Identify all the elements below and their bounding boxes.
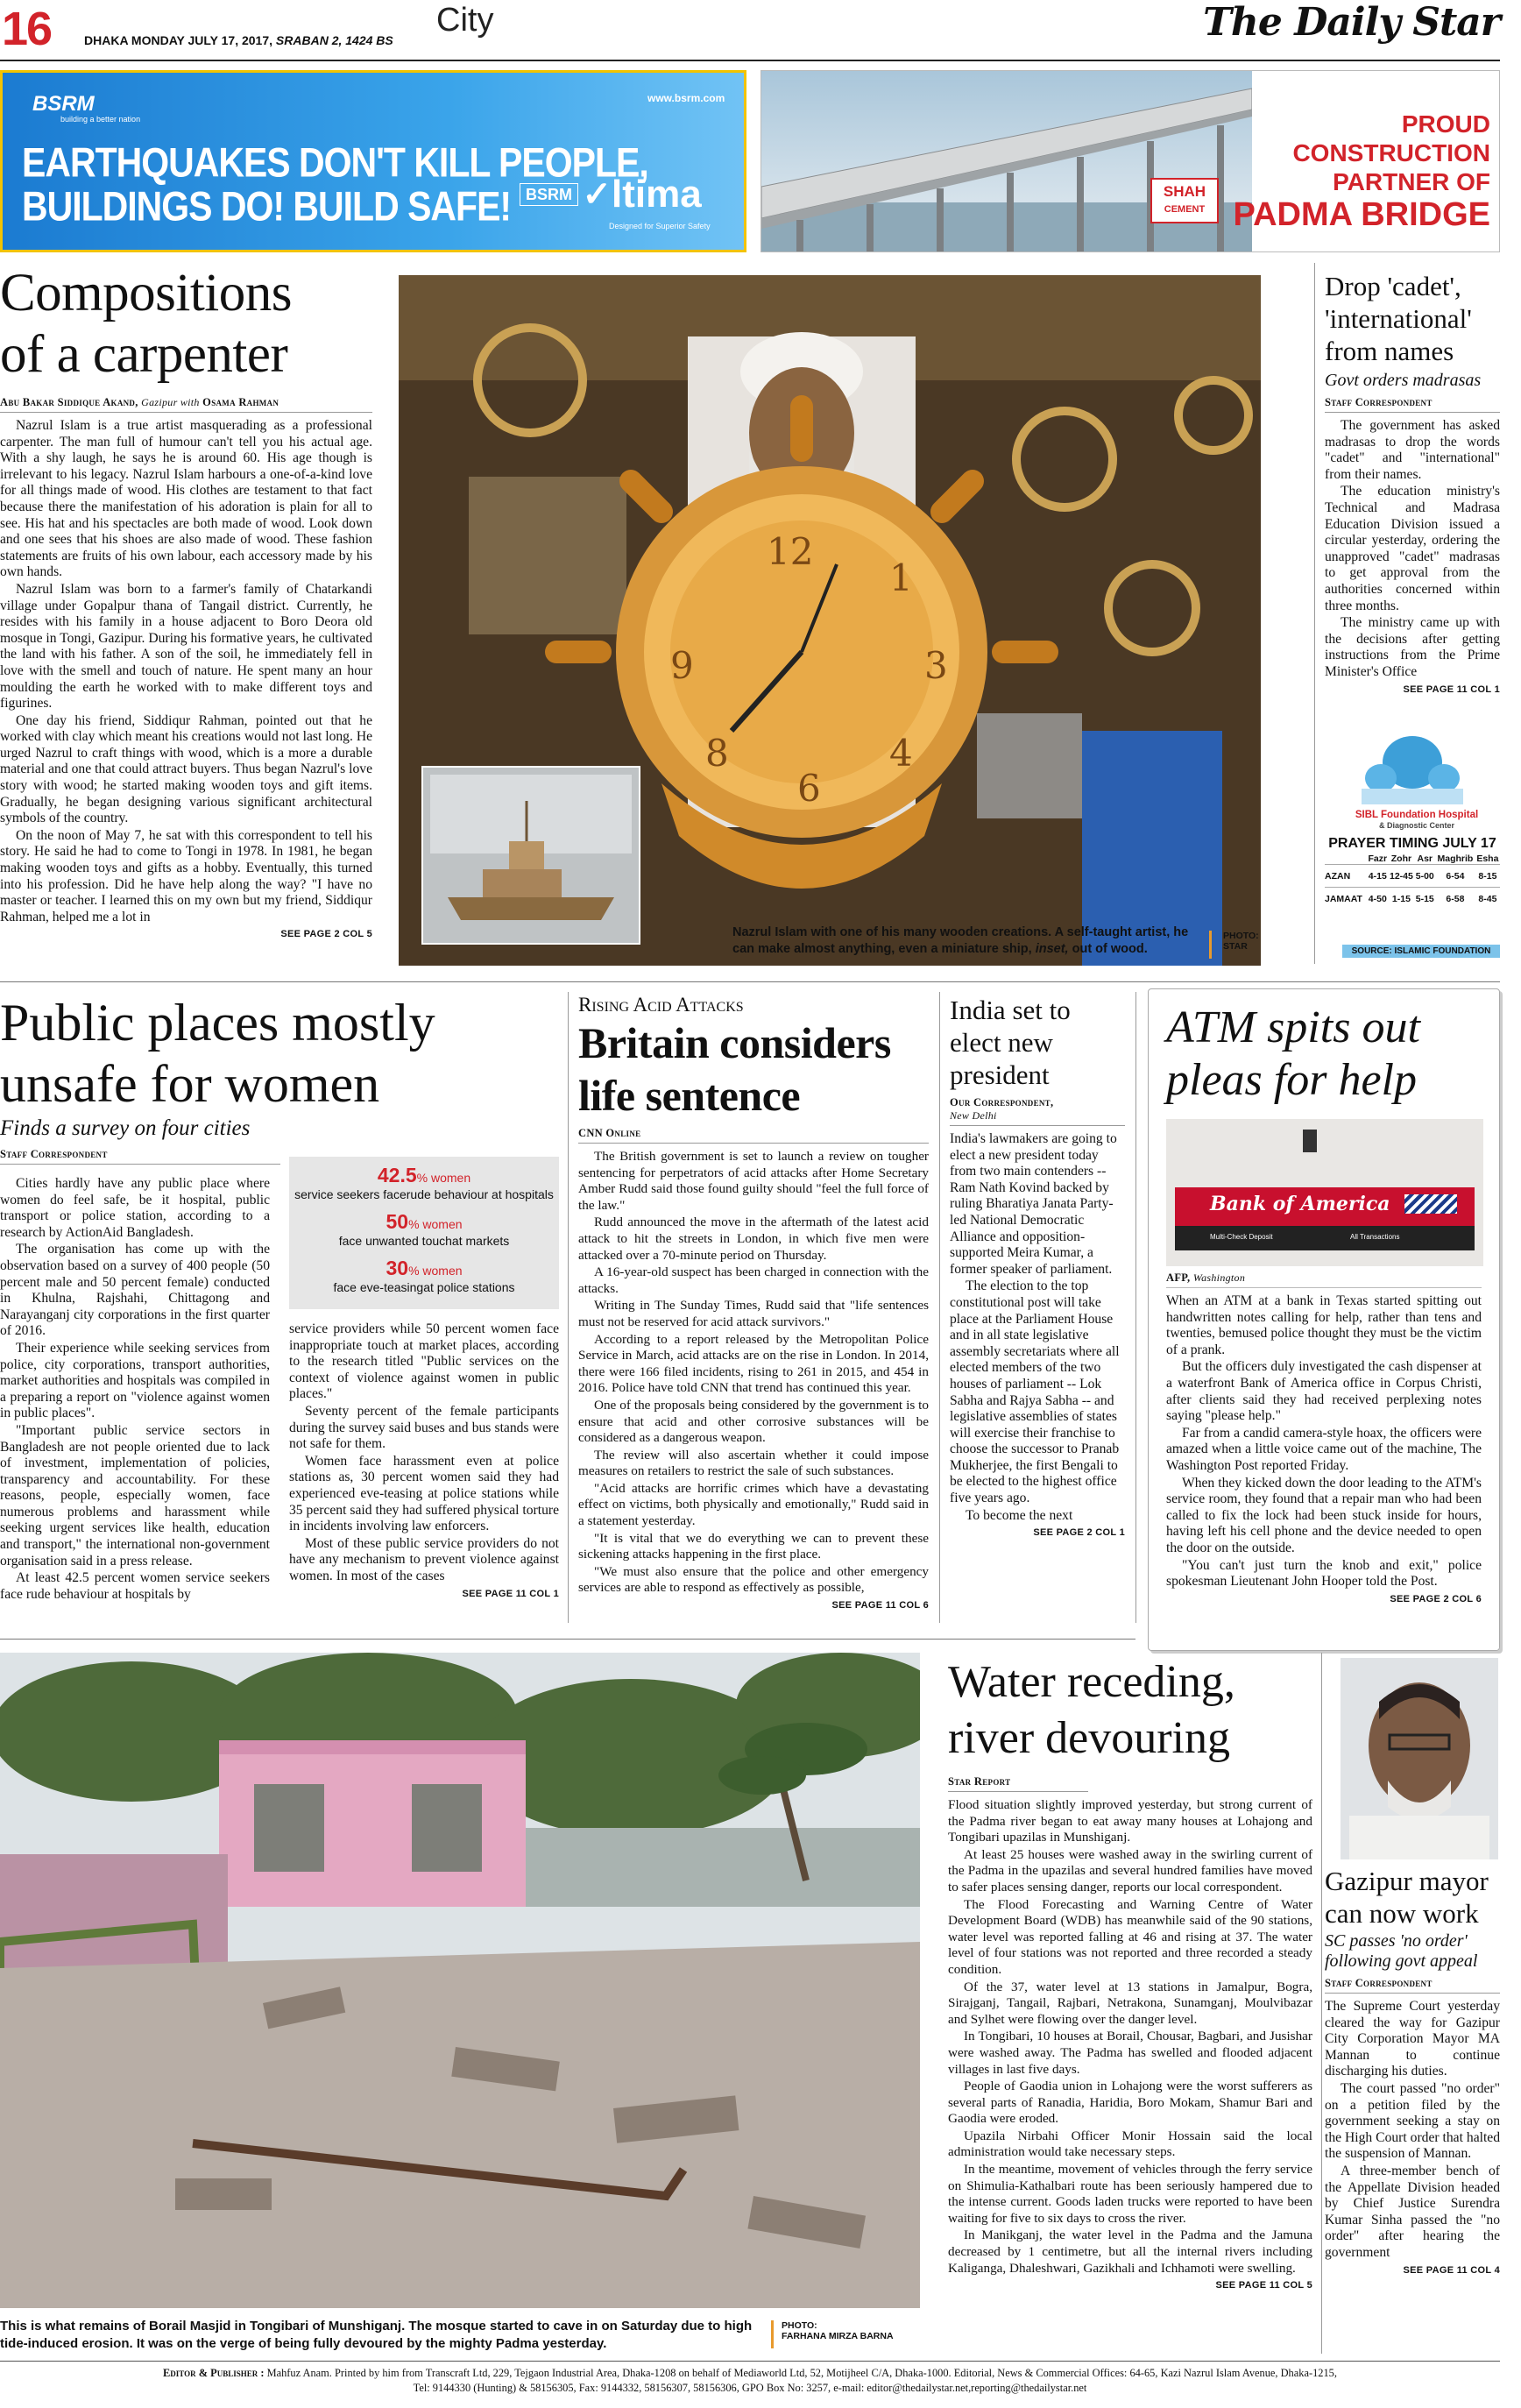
byline-author: Abu Bakar Siddique Akand, (0, 396, 138, 408)
women-headline-line-1: Public places mostly (0, 994, 435, 1052)
paragraph: Writing in The Sunday Times, Rudd said that "life sentences must not be reserved for acid attack survivors." (578, 1298, 929, 1329)
azan-row (1325, 865, 1500, 888)
women-stats-box (289, 1157, 559, 1309)
atm-sign-sub-1: Multi-Check Deposit (1210, 1233, 1273, 1241)
madrasa-headline[interactable]: Drop 'cadet', 'international' from names (1325, 271, 1472, 366)
prayer-col: Zohr (1390, 853, 1412, 864)
miniature-ship-inset (421, 766, 640, 945)
section-rule (0, 1639, 1135, 1640)
shah-ad-line-3: PARTNER OF (1333, 168, 1490, 195)
bsrm-advertisement[interactable] (0, 70, 746, 252)
acid-continuation[interactable]: SEE PAGE 11 COL 6 (831, 1600, 929, 1611)
row-label: AZAN (1325, 870, 1351, 882)
bsrm-product-prefix: BSRM (520, 183, 578, 206)
paragraph: "It is vital that we do everything we can to prevent these sickening attacks happening in the first place. (578, 1530, 929, 1562)
prayer-header-row (1325, 853, 1500, 865)
carpenter-story (0, 263, 372, 939)
paragraph: "We must also ensure that the police and other emergency services are able to respond as effectively as possible, (578, 1563, 929, 1596)
river-photo-illustration (0, 1653, 920, 2308)
svg-text:3: 3 (924, 644, 948, 687)
paragraph: According to a report released by the Metropolitan Police Service in March, acid attacks are on the rise in London. In 2014, there were 166 filed incidents, rising to 261 in 2015, and 454 in 2016. Police have told CNN that trend has continued this year. (578, 1331, 929, 1396)
prayer-col: Asr (1417, 853, 1433, 864)
imprint-footer (0, 2366, 1500, 2396)
carpenter-headline-line-1: Compositions (0, 264, 292, 322)
bsrm-headline-2: BUILDINGS DO! BUILD SAFE! (22, 183, 512, 230)
credit-name: STAR (1223, 941, 1248, 952)
paragraph: The court passed "no order" on a petition filed by the government seeking a stay on the High Court order that halted the suspension of Mannan. (1325, 2080, 1500, 2162)
women-col-2 (289, 1321, 559, 1599)
byline-author-2: Osama Rahman (202, 396, 279, 408)
paragraph: India's lawmakers are going to elect a new president today from two main contenders -- Ram Nath Kovind backed by ruling Bharatiya Janata Party-led National Democratic Alliance and opposition-supported Meira Kumar, a former speaker of parliament. (950, 1131, 1117, 1277)
paragraph: Seventy percent of the female participants during the survey said buses and bus stands were not safe for them. (289, 1403, 559, 1452)
caption-end: out of wood. (1072, 942, 1148, 956)
bsrm-url: www.bsrm.com (647, 92, 725, 104)
madrasa-byline: Staff Correspondent (1325, 396, 1500, 413)
bsrm-product-name: ltima (611, 173, 702, 216)
column-rule (568, 992, 569, 1623)
credit-label: PHOTO: (782, 2320, 817, 2331)
carpenter-photo-credit (1223, 931, 1259, 952)
mayor-subhead: SC passes 'no order' following govt appeal (1325, 1931, 1478, 1971)
women-col-1 (0, 1176, 270, 1604)
carpenter-photo (399, 275, 1261, 966)
stat-unit: % women (408, 1217, 463, 1231)
masthead: The Daily Star (1203, 0, 1500, 45)
women-body-b (289, 1321, 559, 1585)
river-photo-caption: This is what remains of Borail Masjid in Tongibari of Munshiganj. The mosque started to cave in on Saturday due to high tide-induced erosion. It was on the verge of being fully devoured by the mighty Padma yesterday. (0, 2319, 753, 2351)
women-body-a (0, 1176, 270, 1603)
stat-block (289, 1257, 559, 1294)
atm-continuation[interactable]: SEE PAGE 2 COL 6 (1390, 1593, 1482, 1604)
india-byline (950, 1096, 1125, 1126)
sponsor-name-2: & Diagnostic Center (1378, 821, 1454, 830)
river-headline[interactable] (948, 1654, 1312, 1767)
paragraph: The ministry came up with the decisions after getting instructions from the Prime Minister's Office (1325, 615, 1500, 679)
svg-text:12: 12 (767, 530, 814, 573)
river-continuation[interactable]: SEE PAGE 11 COL 5 (1215, 2280, 1312, 2291)
paragraph: The education ministry's Technical and Madrasa Education Division issued a circular yesterday, ordering the unapproved "cadet" madrasas to get approval from the authorities concerned within three months. (1325, 484, 1500, 613)
women-headline-line-2: unsafe for women (0, 1055, 380, 1113)
shah-logo-text: SHAH (1163, 183, 1206, 200)
byline-location: Gazipur with (141, 396, 200, 408)
paragraph: One of the proposals being considered by the government is to ensure that acid and other corrosive substances will be considered as a dangerous weapon. (578, 1397, 929, 1446)
india-headline[interactable]: India set to elect new president (950, 995, 1071, 1090)
atm-sign-sub-2: All Transactions (1350, 1233, 1400, 1241)
stat-text: service seekers facerude behaviour at hospitals (294, 1187, 554, 1201)
svg-text:4: 4 (889, 732, 913, 775)
paragraph: Rudd announced the move in the aftermath of the latest acid attack to hit the streets in London, in which five men were attacked over a 70-minute period on Thursday. (578, 1215, 929, 1263)
header-rule (0, 60, 1500, 61)
paragraph: Nazrul Islam was born to a farmer's family of Chatarkandi village under Gopalpur thana of Tangail district. Currently, he resides with his family in a house adjacent to Boro Deora old mosque in Tongi, Gazipur. During his formative years, he cultivated the land with his father. A son of the soil, he immediately fell in love with the smell and touch of nature. He spent many an hour moulding the earth he worked with to make different toys and figurines. (0, 581, 372, 712)
section-name: City (436, 2, 494, 39)
paragraph: The election to the top constitutional post will take place at the Parliament House and in all state legislative assembly secretariats where all elected members of the two houses of parliament -- Lok Sabha and Rajya Sabha -- and legislative assemblies of states will exercise their franchise to choose the successor to Pranab Mukherjee, the first Bengali to be elected to the highest office five years ago. (950, 1278, 1120, 1506)
paragraph: A three-member bench of the Appellate Division headed by Chief Justice Surendra Kumar Sinha passed the "no order" after hearing the government (1325, 2163, 1500, 2260)
svg-text:8: 8 (705, 732, 729, 775)
jamaat-row (1325, 888, 1500, 910)
imprint-line-1 (0, 2366, 1500, 2381)
paragraph: "You can't just turn the knob and exit," police spokesman Lieutenant John Hooper told the Post. (1166, 1557, 1482, 1590)
stat-block (289, 1210, 559, 1248)
dateline-date: DHAKA MONDAY JULY 17, 2017, (84, 33, 273, 47)
paragraph: The Supreme Court yesterday cleared the way for Gazipur City Corporation Mayor MA Mannan to continue discharging his duties. (1325, 1999, 1500, 2079)
padma-bridge-illustration (761, 71, 1252, 252)
acid-byline: CNN Online (578, 1127, 929, 1144)
paragraph: But the officers duly investigated the cash dispenser at a waterfront Bank of America office in Corpus Christi, after clients said they had received perplexing notes saying "please help." (1166, 1359, 1482, 1424)
paragraph: Women face harassment even at police stations as, 30 percent women said they had experienced eve-teasing at police stations while 35 percent said they had suffered physical torture in incidents involving law enforcers. (289, 1453, 559, 1534)
bsrm-tagline: building a better nation (60, 115, 141, 124)
paragraph: People of Gaodia union in Lohajong were the worst sufferers as several parts of Ranadia, Haridia, Boro Mokam, Shamur Bari and Gaodia were eroded. (948, 2079, 1312, 2127)
stat-number: 42.5 (377, 1164, 417, 1186)
paragraph: One day his friend, Siddiqur Rahman, pointed out that he worked with clay which meant his creations would not last long. He urged Nazrul to craft things with wood, which is a more a durable material and one that could attract buyers. Thus began Nazrul's love story with wood; he started making wooden toys and gift items. Gradually, he began designing various significant architectural symbols of the country. (0, 712, 372, 826)
paragraph: When they kicked down the door leading to the ATM's service room, they found that a repair man who had been called to fix the lock had been stuck inside for hours, having left his cell phone and the device needed to open the door on the outside. (1166, 1475, 1482, 1555)
caption-accent-bar (771, 2320, 774, 2348)
stat-unit: % women (416, 1171, 471, 1185)
river-headline-line-1: Water receding, (948, 1657, 1235, 1707)
time-cell: 5-15 (1415, 893, 1434, 904)
sponsor-name: SIBL Foundation Hospital (1355, 810, 1479, 820)
mayor-byline: Staff Correspondent (1325, 1977, 1500, 1994)
bsrm-product-tagline: Designed for Superior Safety (609, 222, 711, 230)
shah-ad-line-1: PROUD (1401, 110, 1490, 138)
madrasa-story (1325, 270, 1500, 695)
madrasa-body (1325, 418, 1500, 681)
paragraph: The Flood Forecasting and Warning Centre of Water Development Board (WDB) has meanwhile said of the 90 stations, water level was reported falling at 46 and rising at 37. The water level of four stations was not reported and three recorded a steady condition. (948, 1896, 1312, 1977)
paragraph: In the meantime, movement of vehicles through the ferry service on Shimulia-Kathalbari route has been seriously hampered due to the intense current. Goods laden trucks were reported to have been waiting for five to six days to cross the river. (948, 2162, 1312, 2226)
paragraph: Of the 37, water level at 13 stations in Jamalpur, Bogra, Sirajganj, Tangail, Rajbari, Netrakona, Sunamganj, Moulvibazar and Sylhet were flowing over the danger level. (948, 1979, 1312, 2027)
paragraph: At least 42.5 percent women service seekers face rude behaviour at hospitals by (0, 1570, 270, 1602)
bsrm-headline-1: EARTHQUAKES DON'T KILL PEOPLE, (22, 139, 648, 186)
women-byline: Staff Correspondent (0, 1148, 280, 1165)
time-cell: 12-45 (1390, 870, 1413, 882)
paragraph: When an ATM at a bank in Texas started spitting out handwritten notes calling for help, rather than tens and twenties, bemused police thought they must be the victim of a prank. (1166, 1293, 1482, 1357)
paragraph: The review will also ascertain whether it could impose measures on retailers to restrict the sale of such substances. (578, 1447, 929, 1479)
imprint-line-2: Tel: 9144330 (Hunting) & 58156305, Fax: 9144332, 58156307, 58156306, GPO Box No: 3257, e-mail: editor@thedailystar.net,reporting@thedailystar.net (413, 2382, 1087, 2394)
column-rule (939, 992, 940, 1623)
carpenter-byline (0, 396, 372, 413)
acid-attack-story (578, 994, 929, 1611)
cement-logo-text: CEMENT (1164, 204, 1206, 215)
madrasa-continuation[interactable]: SEE PAGE 11 COL 1 (1403, 683, 1500, 695)
paragraph: In Manikganj, the water level in the Padma and the Jamuna decreased by 1 centimetre, but all the internal rivers including Kaliganga, Dhaleshwari, Gazikhali and Ichhamoti were swelling. (948, 2227, 1312, 2276)
paragraph: The government has asked madrasas to drop the words "cadet" and "international" from their names. (1325, 418, 1500, 482)
mayor-portrait (1341, 1658, 1498, 1859)
column-rule (1135, 992, 1136, 1623)
women-headline[interactable] (0, 992, 557, 1115)
time-cell: 6-58 (1446, 893, 1465, 904)
paragraph: The British government is set to launch a review on tougher sentencing for perpetrators of acid attacks after Home Secretary Amber Rudd said those found guilty should "feel the full force of the law." (578, 1149, 929, 1213)
time-cell: 8-15 (1478, 870, 1497, 882)
atm-body (1166, 1293, 1482, 1590)
india-body (950, 1131, 1125, 1524)
shah-ad-text (1234, 110, 1490, 233)
paragraph: Most of these public service providers do not have any mechanism to prevent violence against women. In most of the cases (289, 1535, 559, 1583)
paragraph: "Important public service sectors in Bangladesh are not people oriented due to lack of investment, implementation of policies, transparency and accountability. For these reasons, people, especially women, face numerous problems and harassment while seeking urgent services like health, education and transport," the international non-government organisation said in a press release. (0, 1422, 270, 1569)
credit-name: FARHANA MIRZA BARNA (782, 2331, 894, 2341)
river-photo-credit (782, 2320, 894, 2341)
mosque-domes-icon (1362, 727, 1463, 804)
paragraph: On the noon of May 7, he sat with this correspondent to tell his story. He said he had to come to Tongi in 1978. In 1981, he began making wooden toys and gifts as a hobby. Eventually, this turned into his profession. Did he have help along the way? "I have no master or teacher. I learned this on my own but my friend, Siddiqur Rahman, helped me a lot in (0, 827, 372, 924)
svg-text:6: 6 (797, 767, 821, 810)
stat-number: 50 (386, 1210, 409, 1233)
caption-inset: inset, (1035, 942, 1069, 956)
paragraph: Nazrul Islam is a true artist masquerading as a professional carpenter. The man full of humour can't tell you his actual age. With a shy laugh, he says he is around 60. His age though is irrelevant to his legacy. Nazrul Islam harbours a one-of-a-kind love for all things made of wood. His clothes are testament to that fact because there the manifestation of his adoration is plain for all to see. His hat and his spectacles are both made of wood. Look down and one sees that his shoes are also made of wood. These fashion statements are fruits of his own labour, each accessory made by his own hands. (0, 418, 372, 580)
time-cell: 5-00 (1415, 870, 1434, 882)
time-cell: 8-45 (1478, 893, 1497, 904)
stat-block (289, 1164, 559, 1201)
carpenter-photo-caption (732, 924, 1197, 958)
prayer-source: SOURCE: ISLAMIC FOUNDATION (1342, 945, 1500, 958)
atm-story-box (1148, 988, 1500, 1651)
carpenter-headline-line-2: of a carpenter (0, 325, 288, 384)
paragraph: Flood situation slightly improved yesterday, but strong current of the Padma river began to eat away many houses at Lohajong and Tongibari upazilas in Munshiganj. (948, 1797, 1312, 1845)
river-headline-line-2: river devouring (948, 1713, 1231, 1763)
mayor-body (1325, 1999, 1500, 2262)
paragraph: At least 25 houses were washed away in the swirling current of the Padma in the upazilas and several hundred families have moved to safer places sensing danger, reports our local correspondent. (948, 1846, 1312, 1895)
time-cell: 6-54 (1446, 870, 1465, 882)
shah-ad-line-2: CONSTRUCTION (1292, 139, 1490, 166)
page-header (0, 0, 1521, 63)
column-rule (1321, 1653, 1322, 2354)
byline-location: New Delhi (950, 1109, 997, 1122)
stat-number: 30 (386, 1257, 409, 1279)
column-rule (1314, 263, 1315, 964)
river-byline: Star Report (948, 1775, 1088, 1792)
paragraph: Their experience while seeking services from police, city corporations, transport authorities, market authorities and hospitals was compiled in a preparing a report on "violence against women in public places". (0, 1340, 270, 1421)
atm-headline-line-2: pleas for help (1166, 1055, 1417, 1105)
carpenter-continuation[interactable]: SEE PAGE 2 COL 5 (280, 929, 372, 940)
credit-label: PHOTO: (1223, 931, 1259, 941)
time-cell: 4-50 (1368, 893, 1387, 904)
madrasa-subhead: Govt orders madrasas (1325, 371, 1482, 390)
prayer-col: Maghrib (1437, 853, 1474, 864)
paragraph: Upazila Nirbahi Officer Monir Hossain said the local administration would take necessary steps. (948, 2128, 1312, 2160)
byline-author: Our Correspondent, (950, 1096, 1054, 1108)
mayor-portrait-illustration (1341, 1658, 1498, 1859)
time-cell: 1-15 (1391, 893, 1411, 904)
acid-headline[interactable] (578, 1016, 929, 1122)
atm-sign-text: Bank of America (1210, 1193, 1390, 1215)
prayer-col: Fazr (1368, 853, 1388, 864)
imprint-label: Editor & Publisher : (163, 2367, 265, 2379)
prayer-table (1325, 853, 1500, 910)
women-subhead: Finds a survey on four cities (0, 1116, 251, 1140)
dateline-bangla: SRABAN 2, 1424 BS (275, 33, 393, 47)
atm-headline-line-1: ATM spits out (1166, 1002, 1420, 1052)
bsrm-logo: BSRM (32, 92, 95, 116)
stat-unit: % women (408, 1264, 463, 1278)
atm-camera (1303, 1130, 1317, 1152)
paragraph: To become the next (966, 1507, 1073, 1523)
sibl-logo (1334, 810, 1500, 831)
acid-headline-line-1: Britain considers (578, 1018, 891, 1067)
caption-text: Nazrul Islam with one of his many wooden creations. A self-taught artist, he can make almost anything, even a miniature ship, (732, 925, 1189, 956)
stat-text: face unwanted touchat markets (338, 1234, 510, 1248)
svg-text:9: 9 (670, 644, 694, 687)
india-continuation[interactable]: SEE PAGE 2 COL 1 (1033, 1527, 1125, 1539)
bsrm-product-logo: BSRM ✓ltima (520, 173, 702, 216)
atm-photo (1166, 1119, 1483, 1266)
paragraph: service providers while 50 percent women face inappropriate touch at market places, according to the research titled "Public services on the context of violence against women in public places." (289, 1321, 559, 1402)
paragraph: "Acid attacks are horrific crimes which have a devastating effect on victims, both physically and emotionally," Rudd said in a statement yesterday. (578, 1480, 929, 1529)
paragraph: Cities hardly have any public place where women do feel safe, be it hospital, public transport or police station, according to a research by ActionAid Bangladesh. (0, 1176, 270, 1240)
india-president-story (950, 994, 1125, 1538)
river-story (948, 1654, 1312, 2291)
carpenter-body (0, 418, 372, 925)
paragraph: Far from a candid camera-style hoax, the officers were amazed when a little voice came out of the machine, The Washington Post reported Friday. (1166, 1425, 1482, 1473)
atm-byline (1166, 1271, 1482, 1288)
svg-text:1: 1 (889, 556, 913, 599)
prayer-col: Esha (1476, 853, 1499, 864)
section-rule (0, 981, 1500, 982)
river-body (948, 1797, 1312, 2277)
carpenter-headline[interactable] (0, 263, 372, 386)
time-cell: 4-15 (1368, 870, 1387, 882)
shah-ad-line-4: PADMA BRIDGE (1233, 196, 1490, 233)
stat-text: face eve-teasingat police stations (333, 1280, 515, 1294)
acid-headline-line-2: life sentence (578, 1071, 801, 1120)
prayer-title: PRAYER TIMING JULY 17 (1328, 836, 1496, 851)
atm-sign (1175, 1187, 1475, 1250)
women-safety-story (0, 992, 557, 1170)
byline-author: AFP, (1166, 1271, 1191, 1284)
row-label: JAMAAT (1325, 893, 1362, 904)
river-erosion-photo (0, 1653, 920, 2308)
acid-kicker: Rising Acid Attacks (578, 994, 744, 1016)
acid-body (578, 1149, 929, 1597)
mayor-story (1325, 1865, 1500, 2276)
women-continuation[interactable]: SEE PAGE 11 COL 1 (462, 1588, 559, 1599)
prayer-timing-box (1325, 727, 1500, 962)
imprint-text: Mahfuz Anam. Printed by him from Transcraft Ltd, 229, Tejgaon Industrial Area, Dhaka-1208 on behalf of Mediaworld Ltd, 52, Motijheel C/A, Dhaka-1000. Editorial, News & Commercial Offices: 64-65, Kazi Nazrul Islam Avenue, Dhaka-1215, (266, 2367, 1337, 2379)
shah-cement-advertisement[interactable] (760, 70, 1500, 252)
mayor-headline[interactable]: Gazipur mayor can now work (1325, 1866, 1489, 1929)
paragraph: The organisation has come up with the observation based on a survey of 400 people (50 percent male and 50 percent female) conducted in Khulna, Rajshahi, Chittagong and Narayanganj city corporations in the first quarter of 2016. (0, 1242, 270, 1339)
caption-accent-bar (1209, 931, 1212, 959)
mayor-continuation[interactable]: SEE PAGE 11 COL 4 (1403, 2264, 1500, 2276)
footer-rule (0, 2361, 1500, 2362)
dateline (84, 33, 393, 47)
shah-cement-logo (1150, 178, 1219, 223)
paragraph: In Tongibari, 10 houses at Borail, Chousar, Bagbari, and Jusishar were washed away. The Padma has swelled and flooded adjacent villages in last five days. (948, 2029, 1312, 2077)
atm-headline[interactable] (1166, 1002, 1482, 1107)
atm-sign-flag (1404, 1194, 1457, 1214)
paragraph: A 16-year-old suspect has been charged in connection with the attacks. (578, 1264, 929, 1296)
page-number: 16 (2, 3, 52, 55)
byline-location: Washington (1192, 1271, 1246, 1284)
